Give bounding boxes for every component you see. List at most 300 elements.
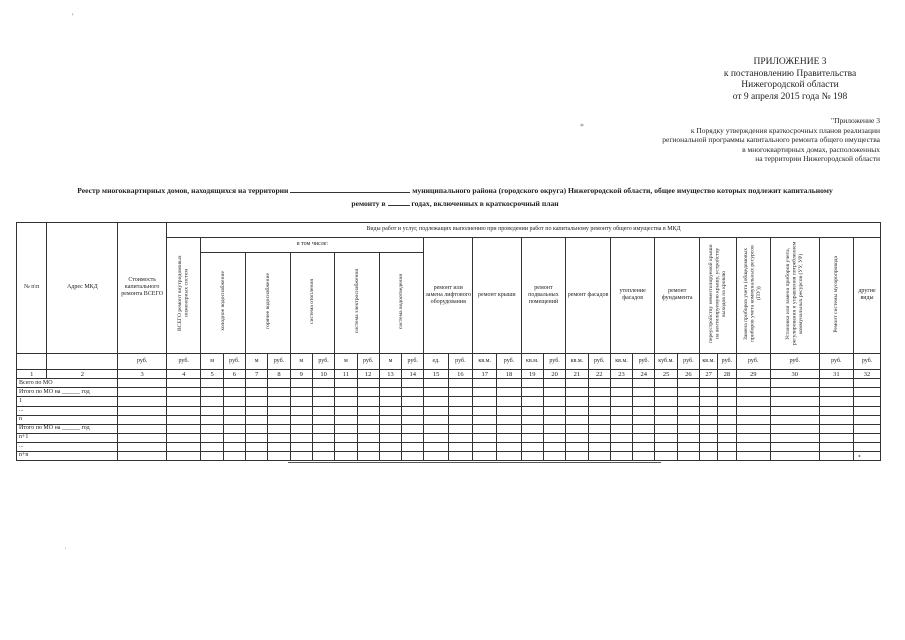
title-part-4: годах, включенных в краткосрочный план	[411, 198, 559, 208]
unit-cell: руб.	[497, 353, 521, 369]
col-header-cold-water	[201, 252, 246, 353]
data-cell	[335, 415, 357, 424]
row-label: n+1	[17, 433, 118, 442]
data-cell	[357, 379, 379, 388]
data-cell	[655, 397, 677, 406]
data-cell	[335, 451, 357, 460]
unit-cell: кв.м.	[566, 353, 588, 369]
data-cell	[736, 424, 770, 433]
col-number: 10	[312, 369, 334, 379]
col-header-internal-systems	[166, 237, 200, 353]
data-cell	[854, 397, 881, 406]
unit-cell: руб.	[357, 353, 379, 369]
col-number: 6	[223, 369, 245, 379]
data-cell	[718, 388, 736, 397]
data-cell	[521, 424, 543, 433]
data-cell	[357, 433, 379, 442]
data-cell	[677, 379, 699, 388]
data-cell	[118, 388, 167, 397]
col-number: 9	[290, 369, 312, 379]
data-cell	[610, 442, 632, 451]
data-cell	[610, 388, 632, 397]
table-row	[17, 415, 881, 424]
data-cell	[677, 442, 699, 451]
data-cell	[312, 406, 334, 415]
data-cell	[770, 442, 819, 451]
sub-appendix-line-2: к Порядку утверждения краткосрочных планов реализации	[690, 125, 880, 135]
data-cell	[566, 415, 588, 424]
data-cell	[357, 406, 379, 415]
data-cell	[118, 406, 167, 415]
col-number: 27	[700, 369, 718, 379]
data-cell	[473, 397, 497, 406]
data-cell	[448, 379, 472, 388]
appendix-line-2: к постановлению Правительства	[723, 68, 857, 79]
data-cell	[497, 424, 521, 433]
col-header-drainage	[379, 252, 424, 353]
data-cell	[588, 397, 610, 406]
data-cell	[497, 388, 521, 397]
data-cell	[655, 388, 677, 397]
sub-appendix-line-1: "Приложение 3	[831, 116, 880, 125]
col-header-other: другие виды	[854, 237, 881, 353]
data-cell	[521, 397, 543, 406]
col-number: 28	[718, 369, 736, 379]
data-cell	[700, 442, 718, 451]
data-cell	[543, 406, 565, 415]
col-header-elevator: ремонт или замена лифтового оборудования	[424, 237, 473, 353]
data-cell	[379, 415, 401, 424]
data-cell	[677, 406, 699, 415]
roof-conversion-label: переустройству невентилируемой крыши на вентилируемую крышу, устройству выходов на кровлю	[708, 244, 728, 344]
data-cell	[290, 442, 312, 451]
row-label: ...	[17, 406, 118, 415]
data-cell	[700, 424, 718, 433]
data-cell	[473, 379, 497, 388]
data-cell	[201, 433, 223, 442]
data-cell	[312, 442, 334, 451]
data-cell	[736, 397, 770, 406]
data-cell	[402, 397, 424, 406]
data-cell	[633, 424, 655, 433]
data-cell	[166, 415, 200, 424]
data-cell	[223, 379, 245, 388]
data-cell	[677, 433, 699, 442]
data-cell	[335, 433, 357, 442]
data-cell	[497, 433, 521, 442]
scan-mark: ˌ	[64, 540, 67, 549]
col-header-roof-conversion	[700, 237, 736, 353]
unit-cell: м	[201, 353, 223, 369]
data-cell	[677, 397, 699, 406]
row-label: ...	[17, 442, 118, 451]
col-number: 3	[118, 369, 167, 379]
column-numbers-row	[17, 369, 881, 379]
data-cell	[718, 433, 736, 442]
electric-label: система электроснабжения	[353, 269, 360, 334]
territory-blank	[290, 184, 410, 193]
data-cell	[201, 379, 223, 388]
data-cell	[268, 433, 290, 442]
including-header: в том числе:	[201, 237, 424, 252]
unit-cell: руб.	[633, 353, 655, 369]
title-part-2: муниципального района (городского округа) Нижегородской области, общее имущество которых подлежит капитальному	[412, 186, 833, 195]
data-cell	[819, 379, 853, 388]
data-cell	[655, 424, 677, 433]
data-cell	[770, 397, 819, 406]
data-cell	[610, 451, 632, 460]
data-cell	[268, 388, 290, 397]
unit-cell: ед.	[424, 353, 448, 369]
data-cell	[473, 424, 497, 433]
table-row	[17, 442, 881, 451]
col-number: 2	[47, 369, 118, 379]
data-cell	[633, 451, 655, 460]
registry-title	[30, 184, 880, 209]
unit-cell: м	[335, 353, 357, 369]
data-cell	[448, 442, 472, 451]
cold-water-label: холодное водоснабжение	[219, 271, 226, 332]
data-cell	[736, 388, 770, 397]
sub-appendix-header	[600, 116, 880, 164]
data-cell	[497, 415, 521, 424]
data-cell	[770, 451, 819, 460]
data-cell	[379, 451, 401, 460]
data-cell	[677, 388, 699, 397]
data-cell	[700, 433, 718, 442]
data-cell	[201, 397, 223, 406]
data-cell	[379, 424, 401, 433]
data-cell	[718, 442, 736, 451]
data-cell	[521, 442, 543, 451]
unit-cell: кв.м.	[700, 353, 718, 369]
data-cell	[223, 424, 245, 433]
sub-appendix-line-5: на территории Нижегородской области	[755, 154, 880, 163]
data-cell	[588, 433, 610, 442]
data-cell	[543, 397, 565, 406]
data-cell	[819, 388, 853, 397]
data-cell	[854, 424, 881, 433]
data-cell	[424, 442, 448, 451]
data-cell	[357, 388, 379, 397]
data-cell	[610, 406, 632, 415]
data-cell	[268, 424, 290, 433]
data-cell	[402, 442, 424, 451]
data-cell	[819, 397, 853, 406]
data-cell	[854, 379, 881, 388]
col-number: 5	[201, 369, 223, 379]
unit-cell: кв.м.	[473, 353, 497, 369]
data-cell	[223, 442, 245, 451]
col-number: 31	[819, 369, 853, 379]
data-cell	[166, 379, 200, 388]
data-cell	[357, 415, 379, 424]
data-cell	[718, 415, 736, 424]
col-number: 24	[633, 369, 655, 379]
data-cell	[424, 424, 448, 433]
data-cell	[655, 415, 677, 424]
data-cell	[736, 451, 770, 460]
data-cell	[118, 424, 167, 433]
col-header-basement: ремонт подвальных помещений	[521, 237, 566, 353]
unit-cell: руб.	[718, 353, 736, 369]
data-cell	[521, 406, 543, 415]
data-cell	[543, 442, 565, 451]
row-label: Итого по МО на ______ год	[17, 388, 118, 397]
appendix-line-3: Нижегородской области	[741, 80, 839, 90]
col-number: 4	[166, 369, 200, 379]
col-number: 32	[854, 369, 881, 379]
data-cell	[246, 433, 268, 442]
registry-table	[16, 222, 881, 461]
data-cell	[473, 388, 497, 397]
data-cell	[312, 397, 334, 406]
data-cell	[566, 388, 588, 397]
data-cell	[497, 406, 521, 415]
data-cell	[588, 415, 610, 424]
col-header-chute	[819, 237, 853, 353]
data-cell	[677, 424, 699, 433]
data-cell	[246, 442, 268, 451]
data-cell	[610, 415, 632, 424]
unit-cell: м	[290, 353, 312, 369]
data-cell	[448, 424, 472, 433]
data-cell	[543, 379, 565, 388]
table-row	[17, 379, 881, 388]
data-cell	[521, 388, 543, 397]
col-header-number: № п\п	[17, 223, 47, 354]
data-cell	[770, 415, 819, 424]
appendix-title: ПРИЛОЖЕНИЕ 3	[753, 57, 827, 67]
data-cell	[610, 379, 632, 388]
data-cell	[588, 406, 610, 415]
data-cell	[566, 451, 588, 460]
appendix-line-4: от 9 апреля 2015 года № 198	[732, 91, 848, 102]
heating-label: система отопления	[309, 278, 316, 324]
data-cell	[223, 415, 245, 424]
data-cell	[588, 451, 610, 460]
sub-appendix-line-4: в многоквартирных домах, расположенных	[742, 144, 880, 154]
data-cell	[543, 424, 565, 433]
scan-mark: •	[858, 452, 861, 461]
unit-empty-2	[47, 353, 118, 369]
col-header-control-nodes	[770, 237, 819, 353]
data-cell	[201, 388, 223, 397]
data-cell	[736, 379, 770, 388]
data-cell	[118, 442, 167, 451]
table-row	[17, 406, 881, 415]
hot-water-label: горячее водоснабжение	[264, 273, 271, 330]
data-cell	[448, 406, 472, 415]
data-cell	[166, 451, 200, 460]
col-number: 7	[246, 369, 268, 379]
col-header-meters	[736, 237, 770, 353]
col-header-heating	[290, 252, 335, 353]
internal-systems-label: ВСЕГО ремонт внутридомовых инженерных систем	[177, 256, 190, 332]
col-number: 8	[268, 369, 290, 379]
data-cell	[633, 388, 655, 397]
col-number: 15	[424, 369, 448, 379]
unit-cell: м	[246, 353, 268, 369]
control-nodes-label: Установка или замена приборов учета, регулирования и управления потреблением коммунальных ресурсов (УУ, УР)	[785, 242, 805, 346]
data-cell	[718, 406, 736, 415]
data-cell	[700, 388, 718, 397]
data-cell	[424, 397, 448, 406]
col-number: 20	[543, 369, 565, 379]
data-cell	[118, 433, 167, 442]
data-cell	[424, 433, 448, 442]
table-row	[17, 433, 881, 442]
data-cell	[521, 379, 543, 388]
data-cell	[312, 451, 334, 460]
data-cell	[357, 451, 379, 460]
data-cell	[770, 424, 819, 433]
row-label: 1	[17, 397, 118, 406]
data-cell	[718, 451, 736, 460]
data-cell	[223, 451, 245, 460]
col-header-foundation: ремонт фундамента	[655, 237, 700, 353]
data-cell	[736, 433, 770, 442]
data-cell	[290, 379, 312, 388]
data-cell	[201, 406, 223, 415]
data-cell	[357, 424, 379, 433]
data-cell	[566, 406, 588, 415]
data-cell	[473, 415, 497, 424]
col-number: 17	[473, 369, 497, 379]
col-number: 1	[17, 369, 47, 379]
data-cell	[473, 433, 497, 442]
drainage-label: система водоотведения	[398, 273, 405, 329]
data-cell	[312, 379, 334, 388]
data-cell	[268, 442, 290, 451]
data-cell	[736, 406, 770, 415]
data-cell	[736, 442, 770, 451]
data-cell	[655, 433, 677, 442]
data-cell	[379, 406, 401, 415]
unit-cell: руб.	[588, 353, 610, 369]
data-cell	[655, 451, 677, 460]
data-cell	[770, 379, 819, 388]
data-cell	[770, 406, 819, 415]
data-cell	[736, 415, 770, 424]
data-cell	[770, 433, 819, 442]
data-cell	[402, 388, 424, 397]
data-cell	[819, 433, 853, 442]
data-cell	[268, 406, 290, 415]
col-number: 14	[402, 369, 424, 379]
data-cell	[379, 379, 401, 388]
data-cell	[521, 433, 543, 442]
signature-line	[288, 462, 661, 463]
data-cell	[246, 424, 268, 433]
table-row	[17, 424, 881, 433]
data-cell	[268, 415, 290, 424]
data-cell	[473, 442, 497, 451]
data-cell	[335, 424, 357, 433]
data-cell	[290, 406, 312, 415]
data-cell	[268, 379, 290, 388]
data-cell	[290, 415, 312, 424]
data-cell	[402, 433, 424, 442]
col-number: 30	[770, 369, 819, 379]
data-cell	[335, 397, 357, 406]
row-label: n	[17, 415, 118, 424]
data-cell	[335, 406, 357, 415]
data-cell	[448, 415, 472, 424]
data-cell	[521, 415, 543, 424]
unit-cell: руб.	[854, 353, 881, 369]
data-cell	[424, 451, 448, 460]
data-cell	[223, 433, 245, 442]
data-cell	[497, 379, 521, 388]
data-cell	[357, 397, 379, 406]
col-number: 16	[448, 369, 472, 379]
data-cell	[268, 451, 290, 460]
scan-mark: '	[72, 12, 74, 21]
data-cell	[424, 388, 448, 397]
data-cell	[223, 388, 245, 397]
data-cell	[633, 397, 655, 406]
data-cell	[588, 442, 610, 451]
data-cell	[379, 388, 401, 397]
col-number: 26	[677, 369, 699, 379]
data-cell	[718, 397, 736, 406]
col-number: 12	[357, 369, 379, 379]
data-cell	[566, 424, 588, 433]
data-cell	[497, 451, 521, 460]
col-header-electric	[335, 252, 380, 353]
data-cell	[290, 388, 312, 397]
data-cell	[854, 415, 881, 424]
data-cell	[448, 388, 472, 397]
data-cell	[819, 406, 853, 415]
data-cell	[166, 406, 200, 415]
data-cell	[402, 424, 424, 433]
data-cell	[402, 406, 424, 415]
data-cell	[854, 442, 881, 451]
data-cell	[201, 415, 223, 424]
data-cell	[166, 424, 200, 433]
data-cell	[402, 415, 424, 424]
col-number: 29	[736, 369, 770, 379]
col-number: 22	[588, 369, 610, 379]
data-cell	[566, 433, 588, 442]
data-cell	[543, 415, 565, 424]
data-cell	[357, 442, 379, 451]
data-cell	[448, 451, 472, 460]
data-cell	[588, 424, 610, 433]
chute-label: Ремонт системы мусоропровода	[833, 255, 840, 333]
data-cell	[718, 424, 736, 433]
table-row	[17, 397, 881, 406]
data-cell	[677, 415, 699, 424]
unit-cell: руб.	[448, 353, 472, 369]
data-cell	[166, 442, 200, 451]
data-cell	[166, 388, 200, 397]
data-cell	[543, 433, 565, 442]
data-cell	[566, 442, 588, 451]
appendix-header	[690, 57, 890, 103]
data-cell	[118, 415, 167, 424]
data-cell	[335, 442, 357, 451]
data-cell	[246, 406, 268, 415]
data-cell	[201, 424, 223, 433]
data-cell	[677, 451, 699, 460]
col-number: 18	[497, 369, 521, 379]
unit-cell: кв.м.	[521, 353, 543, 369]
data-cell	[448, 397, 472, 406]
data-cell	[379, 433, 401, 442]
